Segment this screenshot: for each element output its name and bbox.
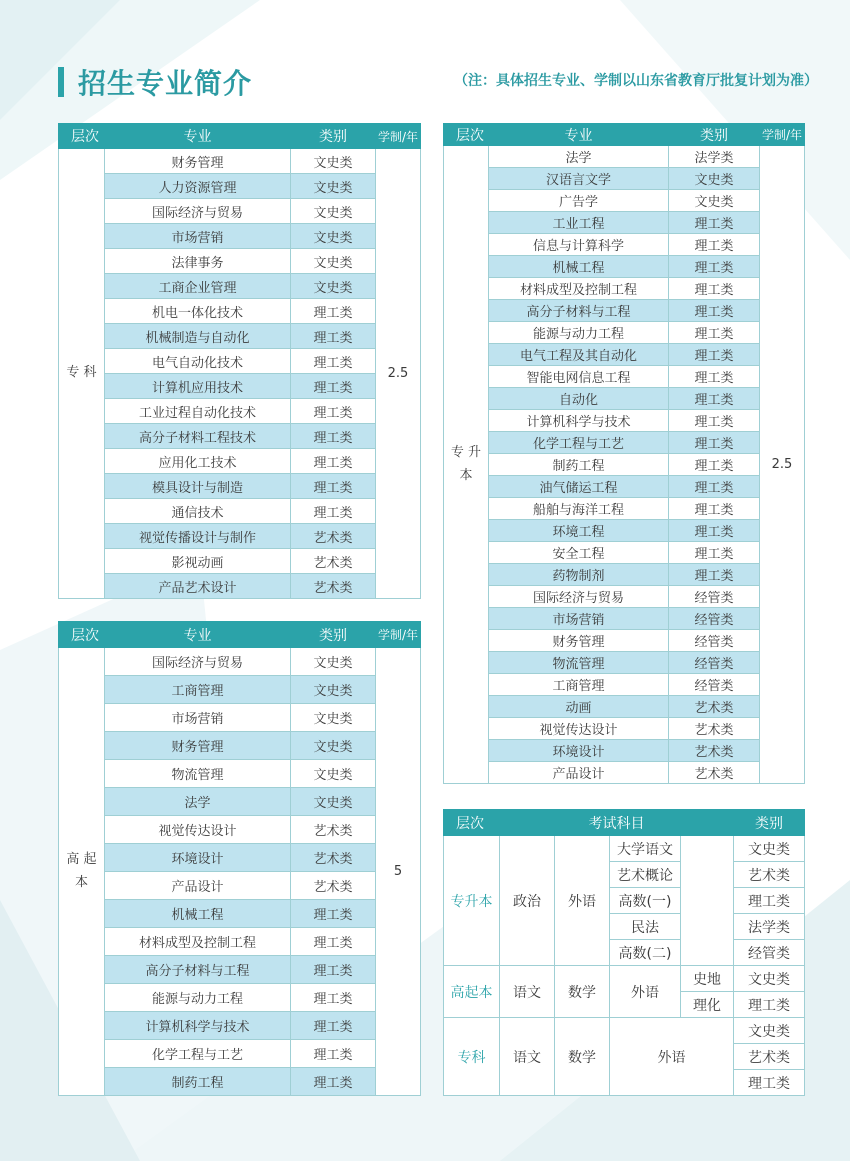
category-cell: 经管类 bbox=[669, 674, 760, 696]
major-cell: 电气自动化技术 bbox=[105, 349, 291, 374]
exam-subject-item: 高数(一) bbox=[610, 888, 681, 914]
category-cell: 文史类 bbox=[291, 224, 376, 249]
table-row bbox=[59, 474, 421, 499]
major-cell: 物流管理 bbox=[489, 652, 669, 674]
exam-category: 经管类 bbox=[734, 940, 805, 966]
category-cell: 理工类 bbox=[669, 234, 760, 256]
category-cell: 文史类 bbox=[669, 168, 760, 190]
table-row bbox=[59, 844, 421, 872]
major-cell: 环境设计 bbox=[105, 844, 291, 872]
major-cell: 国际经济与贸易 bbox=[105, 199, 291, 224]
table-row bbox=[444, 410, 805, 432]
table-row bbox=[444, 542, 805, 564]
table-row bbox=[59, 648, 421, 676]
major-cell: 自动化 bbox=[489, 388, 669, 410]
table-row bbox=[59, 249, 421, 274]
major-cell: 视觉传达设计 bbox=[105, 816, 291, 844]
table-row bbox=[444, 564, 805, 586]
table-row bbox=[59, 956, 421, 984]
table-row bbox=[59, 549, 421, 574]
table-row bbox=[444, 278, 805, 300]
category-cell: 艺术类 bbox=[669, 718, 760, 740]
table-row bbox=[444, 146, 805, 168]
category-cell: 理工类 bbox=[669, 300, 760, 322]
exam-category: 理工类 bbox=[734, 888, 805, 914]
table-row bbox=[444, 322, 805, 344]
table-row bbox=[59, 704, 421, 732]
table-row bbox=[59, 676, 421, 704]
table-row bbox=[444, 696, 805, 718]
major-cell: 材料成型及控制工程 bbox=[489, 278, 669, 300]
category-cell: 经管类 bbox=[669, 586, 760, 608]
level-label: 高 起 本 bbox=[59, 648, 105, 1096]
exam-subject-item: 艺术概论 bbox=[610, 862, 681, 888]
category-cell: 理工类 bbox=[291, 449, 376, 474]
zhuanke-table bbox=[58, 123, 421, 599]
table-row bbox=[59, 324, 421, 349]
table-row bbox=[59, 574, 421, 599]
exam-category: 理工类 bbox=[734, 1070, 805, 1096]
category-cell: 理工类 bbox=[669, 476, 760, 498]
table-row bbox=[444, 212, 805, 234]
category-cell: 理工类 bbox=[669, 256, 760, 278]
exam-level-gqb: 高起本 bbox=[444, 966, 500, 1018]
exam-category: 艺术类 bbox=[734, 1044, 805, 1070]
category-cell: 理工类 bbox=[669, 322, 760, 344]
category-cell: 理工类 bbox=[669, 278, 760, 300]
exam-category: 法学类 bbox=[734, 914, 805, 940]
major-cell: 工商管理 bbox=[105, 676, 291, 704]
table-row bbox=[444, 476, 805, 498]
category-cell: 经管类 bbox=[669, 630, 760, 652]
category-cell: 经管类 bbox=[669, 608, 760, 630]
table-row bbox=[444, 762, 805, 784]
table-row bbox=[59, 1068, 421, 1096]
category-cell: 文史类 bbox=[291, 274, 376, 299]
major-cell: 通信技术 bbox=[105, 499, 291, 524]
major-cell: 市场营销 bbox=[105, 704, 291, 732]
table-row bbox=[59, 1040, 421, 1068]
major-cell: 机械工程 bbox=[105, 900, 291, 928]
major-cell: 能源与动力工程 bbox=[105, 984, 291, 1012]
table-row bbox=[444, 586, 805, 608]
category-cell: 理工类 bbox=[291, 324, 376, 349]
table-row bbox=[444, 740, 805, 762]
category-cell: 理工类 bbox=[291, 299, 376, 324]
table-row bbox=[444, 300, 805, 322]
major-cell: 工商管理 bbox=[489, 674, 669, 696]
table-row bbox=[444, 256, 805, 278]
exam-level-zk: 专科 bbox=[444, 1018, 500, 1096]
category-cell: 理工类 bbox=[291, 1068, 376, 1096]
table-row bbox=[59, 499, 421, 524]
level-label: 专 升 本 bbox=[444, 146, 489, 784]
table-row bbox=[59, 399, 421, 424]
major-cell: 财务管理 bbox=[105, 732, 291, 760]
table-row bbox=[59, 199, 421, 224]
category-cell: 理工类 bbox=[669, 366, 760, 388]
category-cell: 理工类 bbox=[669, 344, 760, 366]
category-cell: 艺术类 bbox=[291, 872, 376, 900]
table-row bbox=[59, 984, 421, 1012]
exam-empty-cell bbox=[681, 836, 734, 966]
table-row bbox=[444, 388, 805, 410]
table-row bbox=[444, 190, 805, 212]
category-cell: 理工类 bbox=[291, 928, 376, 956]
major-cell: 财务管理 bbox=[105, 149, 291, 174]
years-cell: 5 bbox=[376, 648, 421, 1096]
major-cell: 模具设计与制造 bbox=[105, 474, 291, 499]
major-cell: 动画 bbox=[489, 696, 669, 718]
exam-subject-item: 高数(二) bbox=[610, 940, 681, 966]
table-row bbox=[59, 274, 421, 299]
category-cell: 艺术类 bbox=[669, 740, 760, 762]
category-cell: 理工类 bbox=[291, 474, 376, 499]
category-cell: 经管类 bbox=[669, 652, 760, 674]
major-cell: 国际经济与贸易 bbox=[489, 586, 669, 608]
exam-subjects-header: 考试科目 bbox=[500, 810, 734, 836]
col-major-header: 专业 bbox=[489, 124, 669, 146]
major-cell: 油气储运工程 bbox=[489, 476, 669, 498]
category-cell: 理工类 bbox=[291, 424, 376, 449]
category-cell: 理工类 bbox=[669, 542, 760, 564]
major-cell: 环境设计 bbox=[489, 740, 669, 762]
category-cell: 理工类 bbox=[669, 388, 760, 410]
category-cell: 理工类 bbox=[291, 499, 376, 524]
category-cell: 文史类 bbox=[291, 174, 376, 199]
major-cell: 工业工程 bbox=[489, 212, 669, 234]
category-cell: 理工类 bbox=[669, 564, 760, 586]
col-level-header: 层次 bbox=[59, 124, 105, 149]
major-cell: 产品设计 bbox=[489, 762, 669, 784]
major-cell: 法学 bbox=[105, 788, 291, 816]
category-cell: 艺术类 bbox=[291, 844, 376, 872]
table-row bbox=[59, 349, 421, 374]
major-cell: 机械工程 bbox=[489, 256, 669, 278]
exam-subject-item: 大学语文 bbox=[610, 836, 681, 862]
table-row bbox=[444, 498, 805, 520]
category-cell: 文史类 bbox=[291, 648, 376, 676]
major-cell: 计算机科学与技术 bbox=[489, 410, 669, 432]
major-cell: 高分子材料工程技术 bbox=[105, 424, 291, 449]
major-cell: 产品艺术设计 bbox=[105, 574, 291, 599]
table-row bbox=[444, 366, 805, 388]
col-years-header: 学制/年 bbox=[376, 622, 421, 648]
col-years-header: 学制/年 bbox=[376, 124, 421, 149]
major-cell: 视觉传播设计与制作 bbox=[105, 524, 291, 549]
exam-category: 文史类 bbox=[734, 966, 805, 992]
table-row bbox=[59, 788, 421, 816]
category-cell: 理工类 bbox=[669, 212, 760, 234]
major-cell: 智能电网信息工程 bbox=[489, 366, 669, 388]
category-cell: 艺术类 bbox=[291, 549, 376, 574]
exam-category-header: 类别 bbox=[734, 810, 805, 836]
title-accent-bar bbox=[58, 67, 64, 97]
category-cell: 艺术类 bbox=[291, 816, 376, 844]
col-level-header: 层次 bbox=[444, 124, 489, 146]
category-cell: 文史类 bbox=[291, 149, 376, 174]
years-cell: 2.5 bbox=[760, 146, 805, 784]
table-row bbox=[59, 374, 421, 399]
exam-subject-item: 民法 bbox=[610, 914, 681, 940]
table-row bbox=[59, 524, 421, 549]
col-major-header: 专业 bbox=[105, 622, 291, 648]
exam-subject-math: 数学 bbox=[555, 1018, 610, 1096]
table-row bbox=[444, 652, 805, 674]
category-cell: 艺术类 bbox=[669, 696, 760, 718]
major-cell: 财务管理 bbox=[489, 630, 669, 652]
col-level-header: 层次 bbox=[59, 622, 105, 648]
exam-subject-math: 数学 bbox=[555, 966, 610, 1018]
major-cell: 市场营销 bbox=[489, 608, 669, 630]
table-row bbox=[444, 520, 805, 542]
col-category-header: 类别 bbox=[669, 124, 760, 146]
major-cell: 影视动画 bbox=[105, 549, 291, 574]
category-cell: 理工类 bbox=[669, 410, 760, 432]
major-cell: 机电一体化技术 bbox=[105, 299, 291, 324]
category-cell: 文史类 bbox=[669, 190, 760, 212]
admission-note: （注：具体招生专业、学制以山东省教育厅批复计划为准） bbox=[454, 73, 818, 89]
table-row bbox=[59, 872, 421, 900]
page-title: 招生专业简介 bbox=[78, 67, 253, 100]
major-cell: 机械制造与自动化 bbox=[105, 324, 291, 349]
zhuanshengben-table bbox=[443, 123, 805, 784]
gaoqiben-table bbox=[58, 621, 421, 1096]
category-cell: 文史类 bbox=[291, 788, 376, 816]
category-cell: 法学类 bbox=[669, 146, 760, 168]
table-row bbox=[59, 760, 421, 788]
table-row bbox=[59, 816, 421, 844]
major-cell: 计算机应用技术 bbox=[105, 374, 291, 399]
category-cell: 理工类 bbox=[291, 399, 376, 424]
category-cell: 理工类 bbox=[291, 349, 376, 374]
category-cell: 文史类 bbox=[291, 249, 376, 274]
table-row bbox=[59, 928, 421, 956]
category-cell: 理工类 bbox=[291, 900, 376, 928]
category-cell: 理工类 bbox=[291, 1040, 376, 1068]
major-cell: 环境工程 bbox=[489, 520, 669, 542]
exam-category: 文史类 bbox=[734, 836, 805, 862]
exam-subject-foreign-language: 外语 bbox=[610, 1018, 734, 1096]
major-cell: 制药工程 bbox=[105, 1068, 291, 1096]
table-row bbox=[59, 424, 421, 449]
exam-level-header: 层次 bbox=[444, 810, 500, 836]
category-cell: 理工类 bbox=[669, 498, 760, 520]
col-category-header: 类别 bbox=[291, 124, 376, 149]
major-cell: 产品设计 bbox=[105, 872, 291, 900]
years-cell: 2.5 bbox=[376, 149, 421, 599]
col-major-header: 专业 bbox=[105, 124, 291, 149]
major-cell: 高分子材料与工程 bbox=[105, 956, 291, 984]
major-cell: 高分子材料与工程 bbox=[489, 300, 669, 322]
major-cell: 安全工程 bbox=[489, 542, 669, 564]
col-years-header: 学制/年 bbox=[760, 124, 805, 146]
major-cell: 材料成型及控制工程 bbox=[105, 928, 291, 956]
exam-category: 文史类 bbox=[734, 1018, 805, 1044]
exam-subject-item: 理化 bbox=[681, 992, 734, 1018]
exam-category: 理工类 bbox=[734, 992, 805, 1018]
category-cell: 艺术类 bbox=[291, 574, 376, 599]
category-cell: 文史类 bbox=[291, 760, 376, 788]
table-row bbox=[444, 674, 805, 696]
major-cell: 信息与计算科学 bbox=[489, 234, 669, 256]
table-row bbox=[444, 608, 805, 630]
category-cell: 理工类 bbox=[669, 454, 760, 476]
major-cell: 法律事务 bbox=[105, 249, 291, 274]
major-cell: 市场营销 bbox=[105, 224, 291, 249]
category-cell: 艺术类 bbox=[291, 524, 376, 549]
table-row bbox=[444, 168, 805, 190]
table-row bbox=[59, 149, 421, 174]
table-row bbox=[59, 900, 421, 928]
exam-subjects-table bbox=[443, 809, 805, 1096]
table-row bbox=[59, 174, 421, 199]
table-row bbox=[59, 732, 421, 760]
category-cell: 理工类 bbox=[291, 1012, 376, 1040]
table-row bbox=[444, 718, 805, 740]
level-label: 专 科 bbox=[59, 149, 105, 599]
page-title-block bbox=[58, 62, 252, 102]
exam-subject-chinese: 语文 bbox=[500, 1018, 555, 1096]
major-cell: 广告学 bbox=[489, 190, 669, 212]
major-cell: 药物制剂 bbox=[489, 564, 669, 586]
col-category-header: 类别 bbox=[291, 622, 376, 648]
major-cell: 汉语言文学 bbox=[489, 168, 669, 190]
major-cell: 电气工程及其自动化 bbox=[489, 344, 669, 366]
major-cell: 应用化工技术 bbox=[105, 449, 291, 474]
major-cell: 物流管理 bbox=[105, 760, 291, 788]
major-cell: 船舶与海洋工程 bbox=[489, 498, 669, 520]
major-cell: 能源与动力工程 bbox=[489, 322, 669, 344]
category-cell: 理工类 bbox=[669, 432, 760, 454]
major-cell: 化学工程与工艺 bbox=[105, 1040, 291, 1068]
category-cell: 文史类 bbox=[291, 704, 376, 732]
table-row bbox=[59, 299, 421, 324]
exam-subject-foreign-language: 外语 bbox=[555, 836, 610, 966]
major-cell: 法学 bbox=[489, 146, 669, 168]
exam-subject-foreign-language: 外语 bbox=[610, 966, 681, 1018]
category-cell: 文史类 bbox=[291, 199, 376, 224]
major-cell: 化学工程与工艺 bbox=[489, 432, 669, 454]
table-row bbox=[59, 449, 421, 474]
category-cell: 文史类 bbox=[291, 676, 376, 704]
exam-subject-item: 史地 bbox=[681, 966, 734, 992]
table-row bbox=[59, 224, 421, 249]
table-row bbox=[444, 630, 805, 652]
table-row bbox=[444, 454, 805, 476]
table-row bbox=[444, 344, 805, 366]
major-cell: 计算机科学与技术 bbox=[105, 1012, 291, 1040]
exam-subject-chinese: 语文 bbox=[500, 966, 555, 1018]
category-cell: 理工类 bbox=[291, 956, 376, 984]
table-row bbox=[59, 1012, 421, 1040]
category-cell: 理工类 bbox=[291, 374, 376, 399]
major-cell: 国际经济与贸易 bbox=[105, 648, 291, 676]
major-cell: 人力资源管理 bbox=[105, 174, 291, 199]
exam-category: 艺术类 bbox=[734, 862, 805, 888]
category-cell: 艺术类 bbox=[669, 762, 760, 784]
table-row bbox=[444, 234, 805, 256]
major-cell: 工商企业管理 bbox=[105, 274, 291, 299]
category-cell: 理工类 bbox=[669, 520, 760, 542]
major-cell: 制药工程 bbox=[489, 454, 669, 476]
exam-level-zsb: 专升本 bbox=[444, 836, 500, 966]
category-cell: 文史类 bbox=[291, 732, 376, 760]
major-cell: 工业过程自动化技术 bbox=[105, 399, 291, 424]
major-cell: 视觉传达设计 bbox=[489, 718, 669, 740]
table-row bbox=[444, 432, 805, 454]
category-cell: 理工类 bbox=[291, 984, 376, 1012]
exam-subject-politics: 政治 bbox=[500, 836, 555, 966]
